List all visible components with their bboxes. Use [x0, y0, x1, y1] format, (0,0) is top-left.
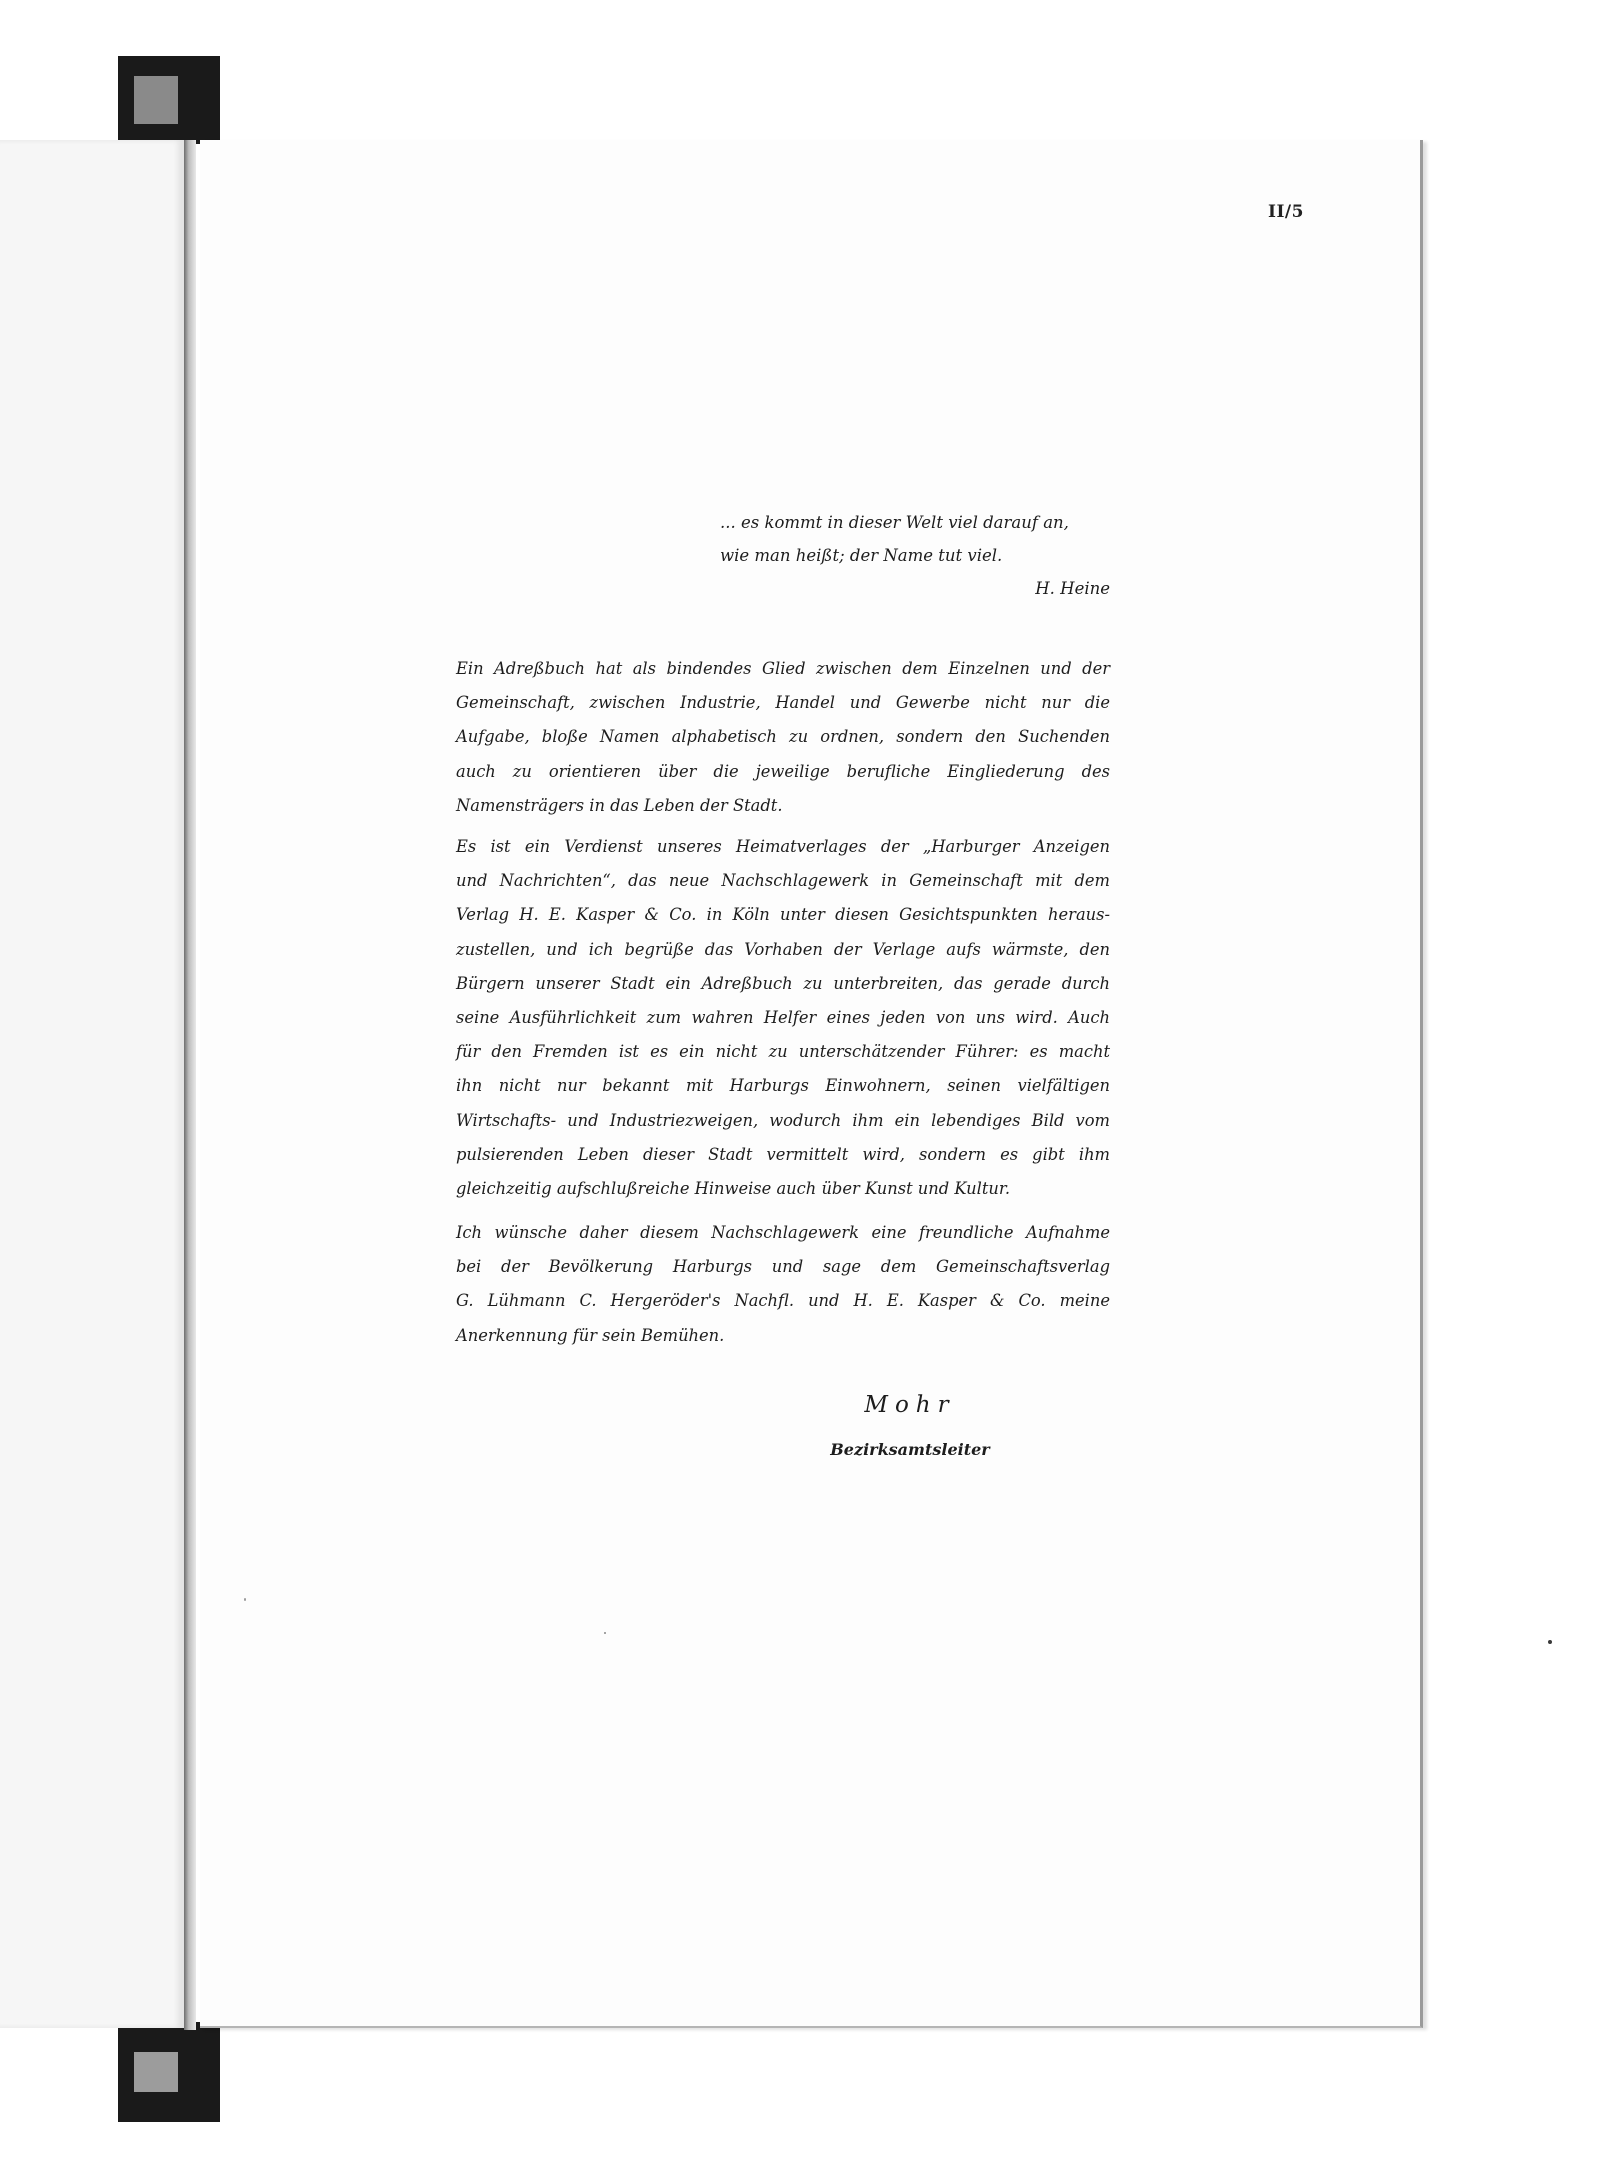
paragraph-line: Namensträgers in das Leben der Stadt. — [456, 795, 783, 815]
paragraph-line: Bürgern unserer Stadt ein Adreßbuch zu unterbreiten, das gerade durch — [456, 973, 1110, 993]
page-number: II/5 — [1268, 202, 1304, 222]
signature-title: Bezirksamtsleiter — [830, 1440, 990, 1459]
scan-speck — [244, 1598, 246, 1601]
paragraph-line: Anerkennung für sein Bemühen. — [456, 1325, 725, 1345]
paragraph-line: seine Ausführlichkeit zum wahren Helfer eines jeden von uns wird. Auch — [456, 1008, 1110, 1028]
scan-speck — [604, 1632, 606, 1634]
paragraph-line: Ich wünsche daher diesem Nachschlagewerk eine freundliche Aufnahme — [456, 1223, 1110, 1242]
paragraph-line: für den Fremden ist es ein nicht zu unterschätzender Führer: es macht — [456, 1042, 1110, 1062]
paragraph-line: Gemeinschaft, zwischen Industrie, Handel und Gewerbe nicht nur die — [456, 693, 1110, 713]
epigraph-line: wie man heißt; der Name tut viel. — [720, 546, 1003, 565]
binding-strip-bottom — [118, 2022, 220, 2122]
scan-speck — [1548, 1640, 1552, 1644]
paragraph-line: pulsierenden Leben dieser Stadt vermittelt wird, sondern es gibt ihm — [456, 1144, 1110, 1164]
paragraph-1 — [456, 652, 1110, 823]
signature-name: Mohr — [864, 1392, 956, 1418]
paragraph-line: Wirtschafts- und Industriezweigen, wodurch ihm ein lebendiges Bild vom — [456, 1110, 1110, 1130]
paragraph-line: bei der Bevölkerung Harburgs und sage dem Gemeinschaftsverlag — [456, 1257, 1110, 1277]
epigraph-line: ... es kommt in dieser Welt viel darauf an, — [720, 513, 1069, 532]
paragraph-line: und Nachrichten“, das neue Nachschlagewerk in Gemeinschaft mit dem — [456, 871, 1110, 891]
paragraph-line: gleichzeitig aufschlußreiche Hinweise auch über Kunst und Kultur. — [456, 1179, 1011, 1199]
paragraph-line: Es ist ein Verdienst unseres Heimatverlages der „Harburger Anzeigen — [456, 837, 1110, 856]
epigraph-author: H. Heine — [1035, 579, 1110, 598]
epigraph — [720, 506, 1110, 605]
paragraph-line: zustellen, und ich begrüße das Vorhaben der Verlage aufs wärmste, den — [456, 939, 1110, 959]
binding-strip-top — [118, 56, 220, 144]
paragraph-line: auch zu orientieren über die jeweilige berufliche Eingliederung des — [456, 761, 1110, 781]
page-gutter — [184, 140, 196, 2030]
paragraph-line: Verlag H. E. Kasper & Co. in Köln unter diesen Gesichtspunkten heraus- — [456, 905, 1110, 925]
paragraph-line: Ein Adreßbuch hat als bindendes Glied zwischen dem Einzelnen und der — [456, 659, 1110, 678]
paragraph-3 — [456, 1216, 1110, 1353]
paragraph-2 — [456, 830, 1110, 1206]
left-page — [0, 140, 187, 2028]
paragraph-line: Aufgabe, bloße Namen alphabetisch zu ordnen, sondern den Suchenden — [456, 727, 1110, 747]
paragraph-line: G. Lühmann C. Hergeröder's Nachfl. und H. E. Kasper & Co. meine — [456, 1291, 1110, 1311]
paragraph-line: ihn nicht nur bekannt mit Harburgs Einwohnern, seinen vielfältigen — [456, 1076, 1110, 1096]
